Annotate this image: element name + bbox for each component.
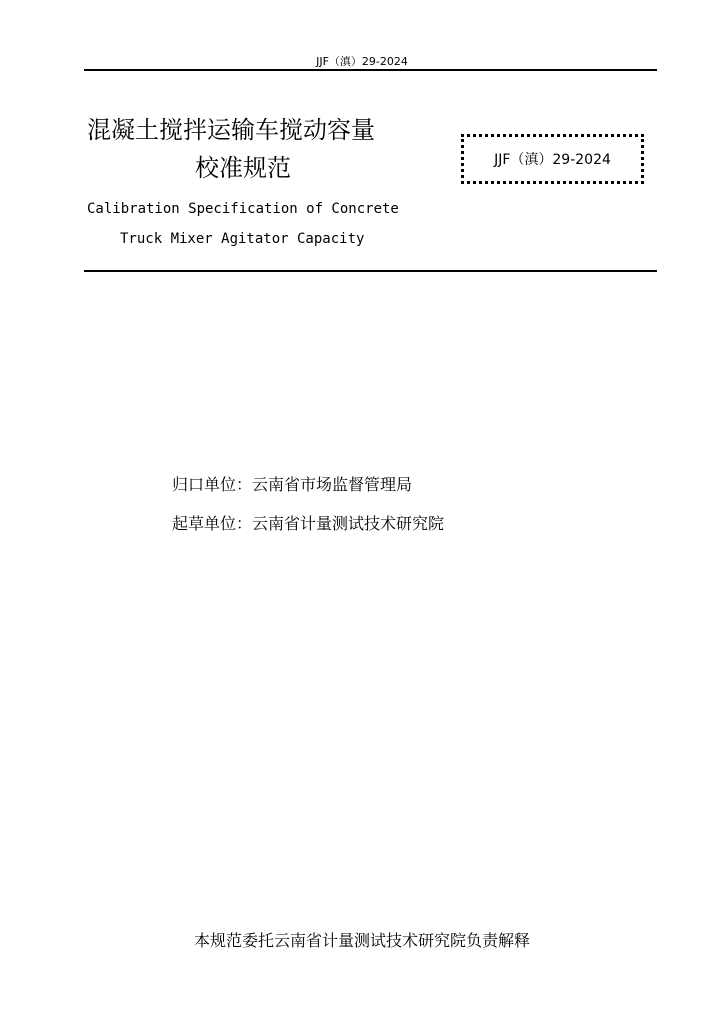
interpretation-note: 本规范委托云南省计量测试技术研究院负责解释 <box>193 931 530 950</box>
english-title-line-2: Truck Mixer Agitator Capacity <box>120 231 365 247</box>
title-divider <box>84 270 657 272</box>
standard-code-box <box>461 134 644 184</box>
standard-code: JJF（滇）29-2024 <box>494 152 611 168</box>
english-title-line-1: Calibration Specification of Concrete <box>87 201 399 217</box>
running-header-code: JJF（滇）29-2024 <box>316 55 408 68</box>
responsible-unit: 归口单位：云南省市场监督管理局 <box>172 475 413 494</box>
chinese-title-line-2: 校准规范 <box>195 154 291 182</box>
top-divider <box>84 69 657 71</box>
drafting-unit: 起草单位：云南省计量测试技术研究院 <box>172 514 445 533</box>
chinese-title-line-1: 混凝土搅拌运输车搅动容量 <box>87 116 375 144</box>
